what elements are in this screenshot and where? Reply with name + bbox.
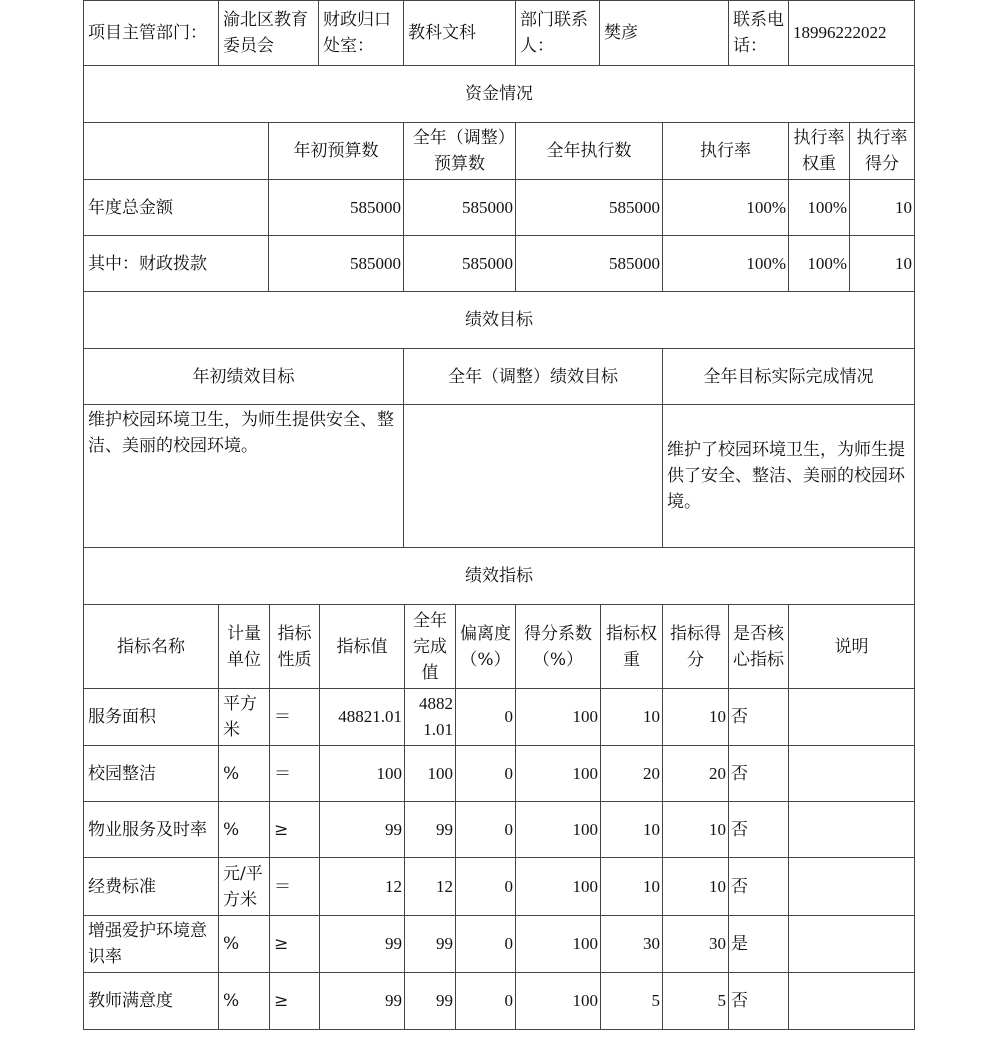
goals-adjusted-text <box>403 404 663 548</box>
ind-row-name: 物业服务及时率 <box>83 801 219 858</box>
ind-col-core: 是否核心指标 <box>728 604 789 689</box>
finance-label: 财政归口处室： <box>318 0 404 66</box>
ind-col-coef: 得分系数（%） <box>515 604 601 689</box>
ind-row-deviation: 0 <box>455 972 516 1030</box>
ind-row-actual: 12 <box>404 857 456 916</box>
goals-col-initial: 年初绩效目标 <box>83 348 404 405</box>
ind-row-unit: % <box>218 801 270 858</box>
finance-value: 教科文科 <box>403 0 516 66</box>
ind-row-coef: 100 <box>515 915 601 973</box>
ind-row-target: 99 <box>319 972 405 1030</box>
ind-row-target: 100 <box>319 745 405 802</box>
funds-row-score: 10 <box>849 179 915 236</box>
ind-row-note <box>788 915 915 973</box>
funds-section-title: 资金情况 <box>83 65 915 123</box>
ind-row-actual: 99 <box>404 915 456 973</box>
ind-row-nature: ＝ <box>269 688 320 746</box>
ind-row-coef: 100 <box>515 745 601 802</box>
ind-row-core: 否 <box>728 745 789 802</box>
ind-col-actual: 全年完成值 <box>404 604 456 689</box>
ind-row-note <box>788 745 915 802</box>
funds-row-budget: 585000 <box>268 235 404 292</box>
ind-row-unit: 元/平方米 <box>218 857 270 916</box>
funds-row-score: 10 <box>849 235 915 292</box>
ind-row-nature: ＝ <box>269 857 320 916</box>
ind-col-score: 指标得分 <box>662 604 729 689</box>
ind-col-nature: 指标性质 <box>269 604 320 689</box>
funds-row-weight: 100% <box>788 179 850 236</box>
funds-col-weight: 执行率权重 <box>788 122 850 180</box>
ind-row-nature: ≥ <box>269 801 320 858</box>
ind-row-actual: 99 <box>404 801 456 858</box>
ind-row-core: 否 <box>728 801 789 858</box>
indicators-section-title: 绩效指标 <box>83 547 915 605</box>
dept-value: 渝北区教育委员会 <box>218 0 319 66</box>
ind-row-score: 10 <box>662 801 729 858</box>
ind-row-weight: 30 <box>600 915 663 973</box>
funds-row-budget: 585000 <box>268 179 404 236</box>
funds-row-label: 其中：财政拨款 <box>83 235 269 292</box>
ind-col-weight: 指标权重 <box>600 604 663 689</box>
ind-row-nature: ≥ <box>269 915 320 973</box>
performance-evaluation-table <box>83 0 915 1040</box>
funds-row-adjusted: 585000 <box>403 179 516 236</box>
goals-actual-text: 维护了校园环境卫生，为师生提供了安全、整洁、美丽的校园环境。 <box>662 404 915 548</box>
funds-col-budget: 年初预算数 <box>268 122 404 180</box>
ind-row-unit: % <box>218 745 270 802</box>
contact-label: 部门联系人： <box>515 0 600 66</box>
ind-col-name: 指标名称 <box>83 604 219 689</box>
ind-row-coef: 100 <box>515 801 601 858</box>
ind-row-coef: 100 <box>515 688 601 746</box>
ind-row-core: 否 <box>728 688 789 746</box>
funds-row-rate: 100% <box>662 179 789 236</box>
ind-row-target: 99 <box>319 915 405 973</box>
goals-section-title: 绩效目标 <box>83 291 915 349</box>
goals-col-adjusted: 全年（调整）绩效目标 <box>403 348 663 405</box>
ind-row-score: 20 <box>662 745 729 802</box>
ind-row-score: 10 <box>662 688 729 746</box>
ind-row-deviation: 0 <box>455 745 516 802</box>
ind-row-target: 99 <box>319 801 405 858</box>
ind-row-note <box>788 688 915 746</box>
ind-row-note <box>788 801 915 858</box>
ind-row-weight: 10 <box>600 857 663 916</box>
funds-col-adjusted: 全年（调整）预算数 <box>403 122 516 180</box>
ind-col-deviation: 偏离度（%） <box>455 604 516 689</box>
ind-col-note: 说明 <box>788 604 915 689</box>
ind-row-core: 否 <box>728 857 789 916</box>
goals-col-actual: 全年目标实际完成情况 <box>662 348 915 405</box>
ind-row-actual: 48821.01 <box>404 688 456 746</box>
phone-value: 18996222022 <box>788 0 915 66</box>
ind-row-name: 教师满意度 <box>83 972 219 1030</box>
funds-row-executed: 585000 <box>515 235 663 292</box>
funds-row-rate: 100% <box>662 235 789 292</box>
funds-col-score: 执行率得分 <box>849 122 915 180</box>
ind-row-weight: 20 <box>600 745 663 802</box>
ind-row-core: 是 <box>728 915 789 973</box>
ind-row-name: 增强爱护环境意识率 <box>83 915 219 973</box>
phone-label: 联系电话： <box>728 0 789 66</box>
funds-row-weight: 100% <box>788 235 850 292</box>
dept-label: 项目主管部门： <box>83 0 219 66</box>
ind-row-deviation: 0 <box>455 915 516 973</box>
ind-row-score: 30 <box>662 915 729 973</box>
ind-row-name: 服务面积 <box>83 688 219 746</box>
ind-row-deviation: 0 <box>455 801 516 858</box>
ind-row-target: 12 <box>319 857 405 916</box>
ind-row-note <box>788 857 915 916</box>
ind-row-nature: ≥ <box>269 972 320 1030</box>
goals-initial-text: 维护校园环境卫生，为师生提供安全、整洁、美丽的校园环境。 <box>83 404 404 548</box>
ind-row-unit: % <box>218 972 270 1030</box>
ind-row-core: 否 <box>728 972 789 1030</box>
ind-row-name: 经费标准 <box>83 857 219 916</box>
ind-row-deviation: 0 <box>455 688 516 746</box>
funds-row-adjusted: 585000 <box>403 235 516 292</box>
ind-row-coef: 100 <box>515 857 601 916</box>
funds-row-executed: 585000 <box>515 179 663 236</box>
ind-row-deviation: 0 <box>455 857 516 916</box>
ind-row-weight: 5 <box>600 972 663 1030</box>
ind-row-note <box>788 972 915 1030</box>
funds-header-blank <box>83 122 269 180</box>
ind-row-score: 5 <box>662 972 729 1030</box>
ind-row-actual: 99 <box>404 972 456 1030</box>
funds-col-executed: 全年执行数 <box>515 122 663 180</box>
funds-row-label: 年度总金额 <box>83 179 269 236</box>
ind-row-actual: 100 <box>404 745 456 802</box>
ind-row-weight: 10 <box>600 688 663 746</box>
ind-col-unit: 计量单位 <box>218 604 270 689</box>
ind-col-target: 指标值 <box>319 604 405 689</box>
ind-row-unit: 平方米 <box>218 688 270 746</box>
contact-value: 樊彦 <box>599 0 729 66</box>
ind-row-target: 48821.01 <box>319 688 405 746</box>
ind-row-unit: % <box>218 915 270 973</box>
funds-col-rate: 执行率 <box>662 122 789 180</box>
ind-row-name: 校园整洁 <box>83 745 219 802</box>
ind-row-coef: 100 <box>515 972 601 1030</box>
ind-row-weight: 10 <box>600 801 663 858</box>
ind-row-score: 10 <box>662 857 729 916</box>
ind-row-nature: ＝ <box>269 745 320 802</box>
